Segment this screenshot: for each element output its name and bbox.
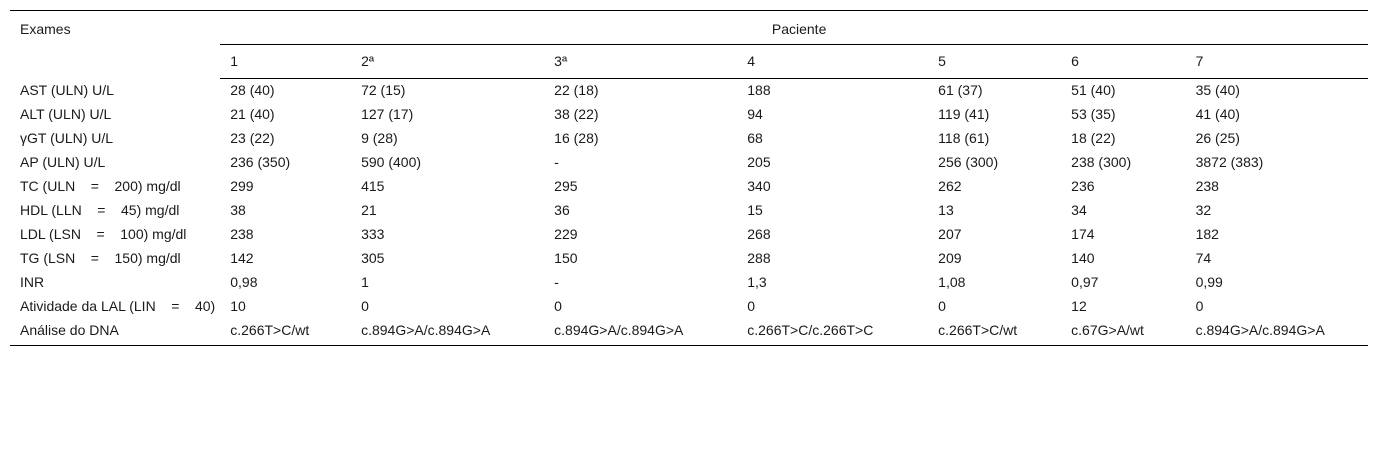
patient-header: 1 xyxy=(220,45,351,79)
table-cell: 415 xyxy=(361,178,385,194)
table-cell: 38 xyxy=(230,202,246,218)
table-cell: 12 xyxy=(1071,298,1087,314)
table-cell: 38 (22) xyxy=(554,106,599,122)
table-cell: 150 xyxy=(554,250,578,266)
row-label: INR xyxy=(20,274,45,290)
patient-header: 4 xyxy=(737,45,928,79)
table-cell: 18 (22) xyxy=(1071,130,1116,146)
table-row xyxy=(10,151,1368,175)
lab-results-table xyxy=(10,10,1368,346)
table-cell: 340 xyxy=(747,178,771,194)
table-row xyxy=(10,175,1368,199)
table-cell: 26 (25) xyxy=(1195,130,1240,146)
row-label: AST (ULN) U/L xyxy=(20,81,114,98)
table-cell: 0 xyxy=(361,298,369,314)
table-cell: 142 xyxy=(230,250,254,266)
table-cell: 209 xyxy=(938,250,962,266)
table-cell: 32 xyxy=(1195,202,1212,218)
table-cell: 23 (22) xyxy=(230,130,275,146)
row-label: LDL (LSN = 100) mg/dl xyxy=(20,226,187,242)
table-row xyxy=(10,271,1368,295)
table-cell: 0 xyxy=(747,298,756,314)
table-cell: 13 xyxy=(938,202,954,218)
table-row xyxy=(10,247,1368,271)
table-cell: 72 (15) xyxy=(361,82,406,98)
row-label: HDL (LLN = 45) mg/dl xyxy=(20,202,180,218)
table-cell: - xyxy=(554,154,559,170)
table-cell: 53 (35) xyxy=(1071,106,1116,122)
table-cell: 34 xyxy=(1071,202,1087,218)
table-cell: 28 (40) xyxy=(230,82,275,98)
table-cell: 1 xyxy=(361,274,369,290)
row-label: ALT (ULN) U/L xyxy=(20,106,112,122)
table-cell: 268 xyxy=(747,226,771,242)
table-row xyxy=(10,319,1368,346)
table-cell: 174 xyxy=(1071,226,1095,242)
table-cell: 207 xyxy=(938,226,962,242)
table-cell: 238 (300) xyxy=(1071,154,1132,170)
table-cell: c.894G>A/c.894G>A xyxy=(1186,319,1368,346)
table-cell: c.894G>A/c.894G>A xyxy=(351,319,544,346)
table-cell: c.67G>A/wt xyxy=(1061,319,1185,346)
table-cell: 238 xyxy=(230,226,254,242)
table-cell: 0,97 xyxy=(1071,274,1099,290)
table-row xyxy=(10,295,1368,319)
table-cell: c.266T>C/c.266T>C xyxy=(737,319,928,346)
table-cell: 36 xyxy=(554,202,570,218)
row-label: AP (ULN) U/L xyxy=(20,154,106,170)
row-label: Atividade da LAL (LIN = 40) xyxy=(20,298,216,314)
table-cell: 9 (28) xyxy=(361,130,398,146)
table-cell: 262 xyxy=(938,178,962,194)
table-cell: 236 (350) xyxy=(230,154,291,170)
row-label: Análise do DNA xyxy=(10,319,220,346)
table-cell: - xyxy=(554,274,559,290)
table-row xyxy=(10,79,1368,104)
table-cell: 0,98 xyxy=(230,274,258,290)
table-cell: 0 xyxy=(938,298,946,314)
patient-header: 7 xyxy=(1186,45,1368,79)
table-cell: 182 xyxy=(1195,226,1219,242)
patient-header: 3ª xyxy=(544,45,737,79)
table-cell: 205 xyxy=(747,154,771,170)
table-cell: 10 xyxy=(230,298,246,314)
table-cell: 15 xyxy=(747,202,763,218)
table-cell: 118 (61) xyxy=(938,130,990,146)
table-cell: 16 (28) xyxy=(554,130,599,146)
table-cell: 0 xyxy=(554,298,562,314)
table-cell: 21 (40) xyxy=(230,106,275,122)
table-cell: 188 xyxy=(747,82,771,98)
table-cell: 238 xyxy=(1195,178,1219,194)
patient-header: 5 xyxy=(928,45,1061,79)
row-label: γGT (ULN) U/L xyxy=(20,130,114,146)
table-cell: 256 (300) xyxy=(938,154,999,170)
table-cell: c.894G>A/c.894G>A xyxy=(544,319,737,346)
table-row xyxy=(10,103,1368,127)
table-cell: 333 xyxy=(361,226,385,242)
column-header-paciente: Paciente xyxy=(220,11,1368,45)
table-cell: 68 xyxy=(747,130,763,146)
table-cell: 21 xyxy=(361,202,377,218)
table-cell: c.266T>C/wt xyxy=(928,319,1061,346)
table-cell: 299 xyxy=(230,178,254,194)
table-cell: 3872 (383) xyxy=(1195,154,1264,170)
table-cell: 22 (18) xyxy=(554,82,599,98)
table-cell: 305 xyxy=(361,250,385,266)
table-cell: 590 (400) xyxy=(361,154,422,170)
patient-header: 6 xyxy=(1061,45,1185,79)
table-cell: 94 xyxy=(747,106,763,122)
table-cell: 0 xyxy=(1195,298,1204,314)
row-label: TC (ULN = 200) mg/dl xyxy=(20,178,181,194)
table-cell: 74 xyxy=(1195,250,1212,266)
patient-header: 2ª xyxy=(351,45,544,79)
table-cell: 51 (40) xyxy=(1071,82,1116,98)
table-cell: 140 xyxy=(1071,250,1095,266)
header-row-1 xyxy=(10,11,1368,45)
table-cell: 61 (37) xyxy=(938,82,983,98)
table-cell: 35 (40) xyxy=(1195,82,1240,98)
table-cell: 1,3 xyxy=(747,274,767,290)
table-row xyxy=(10,127,1368,151)
table-cell: 127 (17) xyxy=(361,106,414,122)
table-cell: 1,08 xyxy=(938,274,966,290)
table-cell: c.266T>C/wt xyxy=(220,319,351,346)
table-cell: 41 (40) xyxy=(1195,106,1240,122)
table-row xyxy=(10,199,1368,223)
table-cell: 0,99 xyxy=(1195,274,1223,290)
table-cell: 119 (41) xyxy=(938,106,990,122)
column-header-exames: Exames xyxy=(20,21,71,37)
table-cell: 236 xyxy=(1071,178,1095,194)
row-label: TG (LSN = 150) mg/dl xyxy=(20,250,181,266)
table-body xyxy=(10,79,1368,346)
table-cell: 229 xyxy=(554,226,578,242)
table-cell: 295 xyxy=(554,178,578,194)
table-cell: 288 xyxy=(747,250,771,266)
table-row xyxy=(10,223,1368,247)
